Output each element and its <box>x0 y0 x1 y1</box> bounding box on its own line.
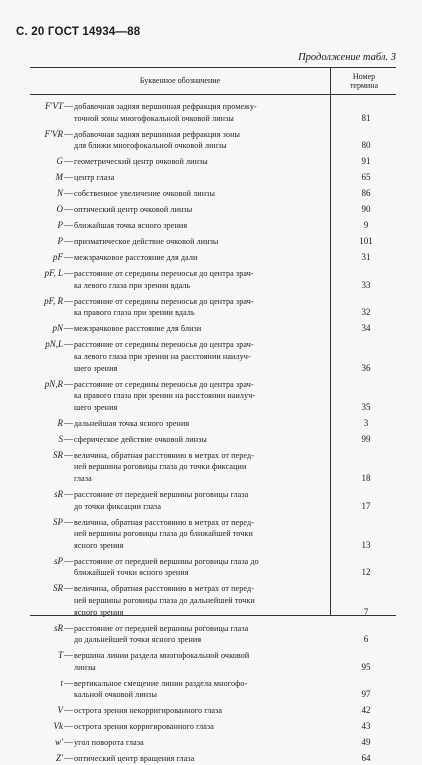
designation-symbol: Z′ <box>56 753 63 764</box>
designation-symbol: V <box>57 705 63 716</box>
description-line: расстояние от середины переносья до центра зрач- <box>74 269 254 279</box>
table-row <box>30 623 396 646</box>
description-line: линзы <box>74 662 96 672</box>
description-line: ней вершины роговицы глаза до ближайшей точки <box>74 529 253 539</box>
description-line: ка левого глаза при зрении вдаль <box>74 280 191 290</box>
em-dash: — <box>64 583 73 594</box>
term-description <box>74 252 318 264</box>
designation-symbol: pN,L <box>45 339 63 350</box>
term-number: 90 <box>361 204 371 215</box>
em-dash: — <box>64 128 73 139</box>
term-number: 32 <box>361 307 371 318</box>
column-header-designation: Буквенное обозначение <box>139 76 221 85</box>
term-description <box>74 753 318 765</box>
em-dash: — <box>64 555 73 566</box>
table-row <box>30 678 396 701</box>
em-dash: — <box>64 236 73 247</box>
term-number: 3 <box>363 417 369 428</box>
term-number: 18 <box>361 472 371 483</box>
description-line: расстояние от середины переносья до центра зрач- <box>74 379 254 389</box>
term-number: 91 <box>361 156 371 167</box>
description-line: ка правого глаза при зрении на расстоянии наилуч- <box>74 391 256 401</box>
description-line: величина, обратная расстоянию в метрах от перед- <box>74 450 254 460</box>
table-row <box>30 129 396 152</box>
term-number: 9 <box>363 220 369 231</box>
term-description <box>74 188 318 200</box>
designation-symbol: P <box>57 220 63 231</box>
term-number: 12 <box>361 567 371 578</box>
em-dash: — <box>64 705 73 716</box>
term-description <box>74 721 318 733</box>
em-dash: — <box>64 622 73 633</box>
term-description <box>74 379 318 414</box>
table-row <box>30 220 396 232</box>
table-row <box>30 721 396 733</box>
table-row <box>30 434 396 446</box>
term-number: 33 <box>361 279 371 290</box>
designation-symbol: SR <box>53 449 63 460</box>
description-line: сферическое действие очковой линзы <box>74 434 207 444</box>
term-description <box>74 339 318 374</box>
designation-symbol: T <box>57 650 63 661</box>
em-dash: — <box>64 737 73 748</box>
table-row <box>30 252 396 264</box>
em-dash: — <box>64 156 73 167</box>
designation-symbol: Vk <box>53 721 63 732</box>
term-description <box>74 204 318 216</box>
term-description <box>74 737 318 749</box>
description-line: расстояние от передней вершины роговицы глаза <box>74 490 249 499</box>
description-line: межзрачковое расстояние для близи <box>74 324 202 334</box>
term-number: 81 <box>361 112 371 123</box>
designation-symbol: G <box>56 156 63 167</box>
table-header-rule <box>30 94 396 95</box>
term-description <box>74 650 318 673</box>
designation-symbol: pF, L <box>44 268 63 279</box>
description-line: до дальнейшей точки ясного зрения <box>74 635 202 645</box>
term-description <box>74 517 318 552</box>
description-line: ближайшая точка ясного зрения <box>74 221 188 231</box>
term-number: 97 <box>361 689 371 700</box>
description-line: шего зрения <box>74 402 118 412</box>
description-line: ней вершины роговицы глаза до точки фиксации <box>74 462 247 472</box>
table-row <box>30 101 396 124</box>
description-line: до точки фиксации глаза <box>74 501 162 511</box>
table-row <box>30 450 396 485</box>
description-line: шего зрения <box>74 363 118 373</box>
description-line: ка левого глаза при зрении на расстоянии наилуч- <box>74 351 251 361</box>
column-header-number-line: термина <box>349 81 379 90</box>
description-line: межзрачковое расстояние для дали <box>74 253 198 263</box>
em-dash: — <box>64 516 73 527</box>
designation-symbol: SP <box>53 516 63 527</box>
term-description <box>74 489 318 512</box>
description-line: острота зрения корригированного глаза <box>74 722 214 732</box>
table-row <box>30 188 396 200</box>
term-description <box>74 172 318 184</box>
term-description <box>74 296 318 319</box>
designation-symbol: P <box>57 236 63 247</box>
term-number: 36 <box>361 362 371 373</box>
term-number: 17 <box>361 500 371 511</box>
term-number: 35 <box>361 401 371 412</box>
em-dash: — <box>64 417 73 428</box>
description-line: центр глаза <box>74 173 115 183</box>
designation-symbol: sR <box>54 622 63 633</box>
description-line: добавочная задняя вершинная рефракция зоны <box>74 129 241 139</box>
designation-symbol: O <box>56 204 63 215</box>
em-dash: — <box>64 650 73 661</box>
em-dash: — <box>64 721 73 732</box>
term-number: 101 <box>359 236 373 247</box>
designation-symbol: S <box>58 433 63 444</box>
column-header-number-line: Номер <box>352 72 376 81</box>
table-row <box>30 705 396 717</box>
term-description <box>74 323 318 335</box>
em-dash: — <box>64 295 73 306</box>
term-number: 95 <box>361 661 371 672</box>
term-description <box>74 434 318 446</box>
description-line: оптический центр вращения глаза <box>74 754 195 764</box>
table-row <box>30 517 396 552</box>
table-row <box>30 489 396 512</box>
designation-symbol: w′ <box>55 737 63 748</box>
designation-symbol: pN <box>52 323 63 334</box>
column-header-number <box>332 72 396 90</box>
table-row <box>30 418 396 430</box>
description-line: ясного зрения <box>74 540 124 550</box>
description-line: призматическое действие очковой линзы <box>74 237 219 247</box>
description-line: расстояние от середины переносья до центра зрач- <box>74 296 254 306</box>
term-description <box>74 623 318 646</box>
designation-symbol: pF, R <box>44 295 63 306</box>
term-number: 34 <box>361 323 371 334</box>
designation-symbol: M <box>55 172 63 183</box>
em-dash: — <box>64 188 73 199</box>
term-description <box>74 236 318 248</box>
term-number: 13 <box>361 539 371 550</box>
term-description <box>74 220 318 232</box>
designation-symbol: sR <box>54 489 63 499</box>
designation-symbol: F′VT <box>45 101 63 111</box>
description-line: вершина линии раздела многофокальной очковой <box>74 651 250 661</box>
term-number: 42 <box>361 705 371 716</box>
term-description <box>74 129 318 152</box>
description-line: расстояние от середины переносья до центра зрач- <box>74 340 254 350</box>
term-description <box>74 583 318 618</box>
term-description <box>74 678 318 701</box>
table-row <box>30 339 396 374</box>
designation-symbol: sP <box>54 555 63 566</box>
table-continuation-caption: Продолжение табл. 3 <box>298 52 396 63</box>
description-line: точной зоны многофокальной очковой линзы <box>74 113 234 123</box>
table-top-rule <box>30 67 396 68</box>
description-line: величина, обратная расстоянию в метрах от перед- <box>74 517 254 527</box>
em-dash: — <box>64 268 73 279</box>
designation-symbol: F′VR <box>44 128 63 139</box>
table-row <box>30 156 396 168</box>
page-header: С. 20 ГОСТ 14934—88 <box>16 26 141 38</box>
em-dash: — <box>64 252 73 263</box>
description-line: острота зрения некорригированного глаза <box>74 706 223 716</box>
term-description <box>74 418 318 430</box>
em-dash: — <box>64 753 73 764</box>
designation-symbol: t <box>60 677 63 688</box>
table-row <box>30 323 396 335</box>
description-line: добавочная задняя вершинная рефракция промежу- <box>74 102 257 111</box>
description-line: собственное увеличение очковой линзы <box>74 189 215 199</box>
table-row <box>30 172 396 184</box>
em-dash: — <box>64 378 73 389</box>
designation-symbol: N <box>56 188 63 199</box>
description-line: геометрический центр очковой линзы <box>74 157 208 167</box>
table-row <box>30 236 396 248</box>
table-row <box>30 296 396 319</box>
table-row <box>30 268 396 291</box>
designation-symbol: pF <box>53 252 63 263</box>
em-dash: — <box>64 489 73 499</box>
table-row <box>30 737 396 749</box>
description-line: расстояние от передней вершины роговицы глаза <box>74 623 249 633</box>
table-row <box>30 379 396 414</box>
designations-table <box>30 67 396 764</box>
em-dash: — <box>64 220 73 231</box>
description-line: ка правого глаза при зрении вдаль <box>74 308 195 318</box>
description-line: для ближи многофокальной очковой линзы <box>74 141 227 151</box>
term-number: 99 <box>361 433 371 444</box>
term-description <box>74 101 318 124</box>
em-dash: — <box>64 172 73 183</box>
description-line: кальной очковой линзы <box>74 690 158 700</box>
designation-symbol: SR <box>53 583 63 594</box>
description-line: вертикальное смещение линии раздела многофо- <box>74 678 248 688</box>
term-description <box>74 705 318 717</box>
em-dash: — <box>64 339 73 350</box>
term-number: 31 <box>361 252 371 263</box>
em-dash: — <box>64 204 73 215</box>
description-line: величина, обратная расстоянию в метрах от перед- <box>74 584 254 594</box>
term-description <box>74 450 318 485</box>
term-number: 80 <box>361 140 371 151</box>
term-number: 43 <box>361 721 371 732</box>
term-description <box>74 268 318 291</box>
term-number: 86 <box>361 188 371 199</box>
table-row <box>30 583 396 618</box>
term-description <box>74 556 318 579</box>
description-line: ближайшей точки ясного зрения <box>74 568 189 578</box>
description-line: расстояние от передней вершины роговицы глаза до <box>74 556 259 566</box>
table-row <box>30 556 396 579</box>
description-line: ней вершины роговицы глаза до дальнейшей точки <box>74 595 255 605</box>
description-line: глаза <box>74 473 92 483</box>
em-dash: — <box>64 101 73 111</box>
term-number: 49 <box>361 737 371 748</box>
em-dash: — <box>64 323 73 334</box>
em-dash: — <box>64 677 73 688</box>
em-dash: — <box>64 449 73 460</box>
table-row <box>30 753 396 765</box>
description-line: ясного зрения <box>74 607 124 617</box>
term-number: 7 <box>363 606 369 617</box>
description-line: угол поворота глаза <box>74 738 144 748</box>
term-number: 6 <box>363 634 369 645</box>
table-row <box>30 650 396 673</box>
em-dash: — <box>64 433 73 444</box>
designation-symbol: pN,R <box>44 378 63 389</box>
term-description <box>74 156 318 168</box>
description-line: оптический центр очковой линзы <box>74 205 193 215</box>
table-row <box>30 204 396 216</box>
designation-symbol: R <box>57 417 63 428</box>
description-line: дальнейшая точка ясного зрения <box>74 418 190 428</box>
term-number: 65 <box>361 172 371 183</box>
term-number: 64 <box>361 753 371 764</box>
